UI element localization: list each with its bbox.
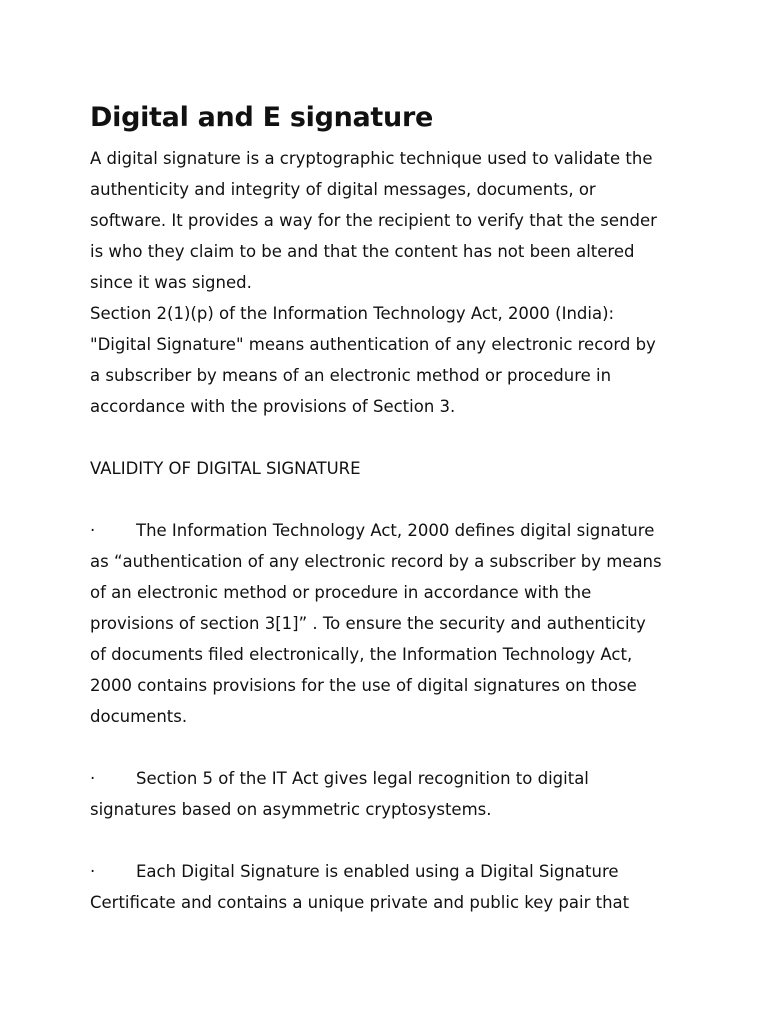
bullet-marker: · <box>90 521 96 540</box>
text-line: "Digital Signature" means authentication of any electronic record by <box>90 335 656 354</box>
bullet-first-line: Each Digital Signature is enabled using a Digital Signature <box>136 862 619 881</box>
text-line: provisions of section 3[1]” . To ensure the security and authenticity <box>90 614 646 633</box>
text-line: as “authentication of any electronic record by a subscriber by means <box>90 552 662 571</box>
text-line: Certificate and contains a unique private and public key pair that <box>90 893 630 912</box>
text-line: authenticity and integrity of digital messages, documents, or <box>90 180 596 199</box>
text-line: documents. <box>90 707 188 726</box>
document-title: Digital and E signature <box>90 102 433 133</box>
text-line: 2000 contains provisions for the use of digital signatures on those <box>90 676 637 695</box>
intro-paragraph <box>90 143 690 422</box>
bullet-item <box>90 515 690 732</box>
bullet-marker: · <box>90 769 96 788</box>
text-line: accordance with the provisions of Section 3. <box>90 397 456 416</box>
text-line: a subscriber by means of an electronic method or procedure in <box>90 366 612 385</box>
text-line: is who they claim to be and that the content has not been altered <box>90 242 635 261</box>
bullet-item <box>90 856 690 918</box>
bullet-first-line: The Information Technology Act, 2000 defines digital signature <box>136 521 655 540</box>
section-heading: VALIDITY OF DIGITAL SIGNATURE <box>90 459 361 478</box>
text-line: A digital signature is a cryptographic technique used to validate the <box>90 149 653 168</box>
bullet-marker: · <box>90 862 96 881</box>
text-line: software. It provides a way for the recipient to verify that the sender <box>90 211 657 230</box>
text-line: since it was signed. <box>90 273 252 292</box>
bullet-item <box>90 763 690 825</box>
text-line: of documents filed electronically, the Information Technology Act, <box>90 645 633 664</box>
text-line: signatures based on asymmetric cryptosystems. <box>90 800 492 819</box>
bullet-first-line: Section 5 of the IT Act gives legal recognition to digital <box>136 769 589 788</box>
text-line: of an electronic method or procedure in accordance with the <box>90 583 592 602</box>
text-line: Section 2(1)(p) of the Information Technology Act, 2000 (India): <box>90 304 615 323</box>
